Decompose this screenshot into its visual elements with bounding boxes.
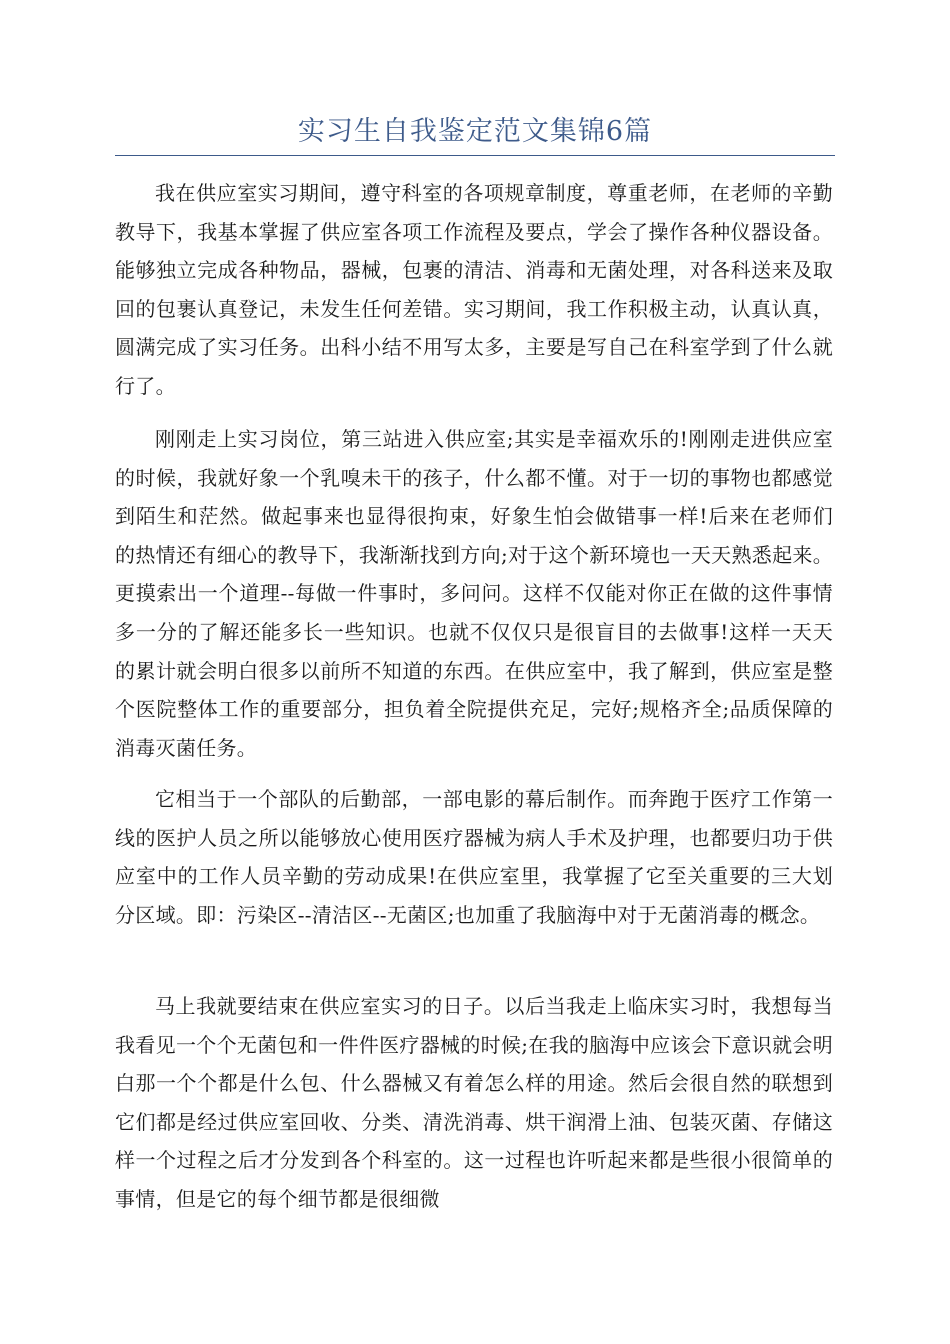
body-paragraph: 我在供应室实习期间，遵守科室的各项规章制度，尊重老师，在老师的辛勤教导下，我基本掌握了供应室各项工作流程及要点，学会了操作各种仪器设备。能够独立完成各种物品，器械，包裹的清洁、消毒和无菌处理，对各科送来及取回的包裹认真登记，未发生任何差错。实习期间，我工作积极主动，认真认真，圆满完成了实习任务。出科小结不用写太多，主要是写自己在科室学到了什么就行了。 bbox=[115, 181, 833, 398]
body-paragraph: 它相当于一个部队的后勤部，一部电影的幕后制作。而奔跑于医疗工作第一线的医护人员之所以能够放心使用医疗器械为病人手术及护理，也都要归功于供应室中的工作人员辛勤的劳动成果!在供应室里，我掌握了它至关重要的三大划分区域。即：污染区--清洁区--无菌区;也加重了我脑海中对于无菌消毒的概念。 bbox=[115, 787, 833, 927]
body-paragraph: 马上我就要结束在供应室实习的日子。以后当我走上临床实习时，我想每当我看见一个个无菌包和一件件医疗器械的时候;在我的脑海中应该会下意识就会明白那一个个都是什么包、什么器械又有着怎么样的用途。然后会很自然的联想到它们都是经过供应室回收、分类、清洗消毒、烘干润滑上油、包装灭菌、存储这样一个过程之后才分发到各个科室的。这一过程也许听起来都是些很小很简单的事情，但是它的每个细节都是很细微 bbox=[115, 994, 833, 1211]
body-paragraph: 刚刚走上实习岗位，第三站进入供应室;其实是幸福欢乐的!刚刚走进供应室的时候，我就好象一个乳嗅未干的孩子，什么都不懂。对于一切的事物也都感觉到陌生和茫然。做起事来也显得很拘束，好象生怕会做错事一样!后来在老师们的热情还有细心的教导下，我渐渐找到方向;对于这个新环境也一天天熟悉起来。更摸索出一个道理--每做一件事时，多问问。这样不仅能对你正在做的这件事情多一分的了解还能多长一些知识。也就不仅仅只是很盲目的去做事!这样一天天的累计就会明白很多以前所不知道的东西。在供应室中，我了解到，供应室是整个医院整体工作的重要部分，担负着全院提供充足，完好;规格齐全;品质保障的消毒灭菌任务。 bbox=[115, 427, 833, 760]
document-title: 实习生自我鉴定范文集锦6篇 bbox=[297, 116, 653, 147]
